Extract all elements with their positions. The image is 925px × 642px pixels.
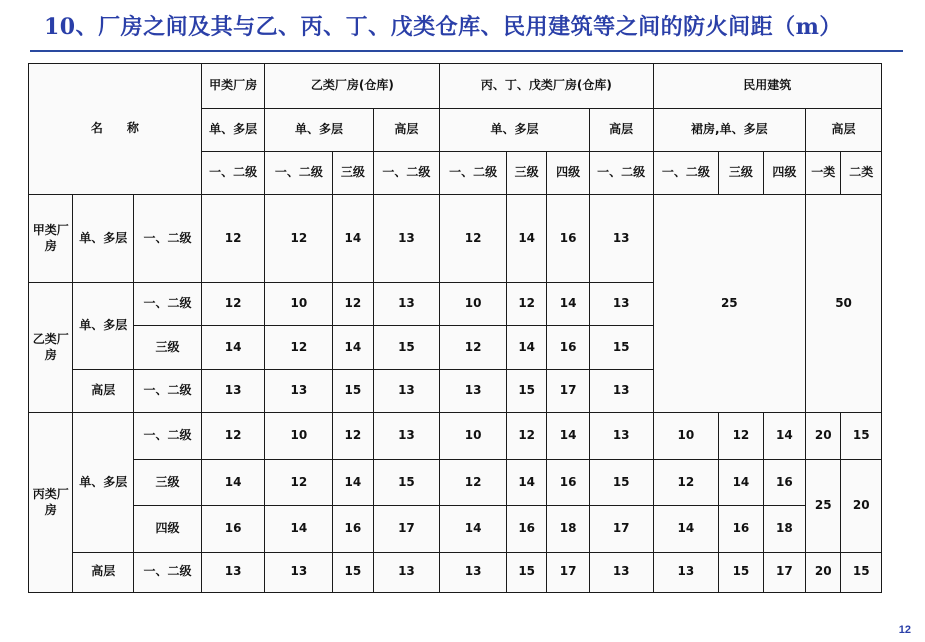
- row-bing-high-12: [29, 552, 882, 592]
- header-grade: 一、二级: [373, 151, 440, 194]
- header-grade: 一、二级: [265, 151, 333, 194]
- value-cell: 12: [201, 283, 265, 326]
- value-cell: 15: [333, 369, 373, 412]
- header-grade: 四级: [547, 151, 589, 194]
- value-cell: 12: [440, 195, 507, 283]
- row-label-bing-factory: 丙类厂房: [29, 413, 73, 593]
- value-cell: 13: [589, 195, 653, 283]
- value-cell: 15: [373, 459, 440, 505]
- value-cell: 12: [506, 413, 546, 459]
- value-cell: 14: [506, 326, 546, 369]
- row-label-high-rise: 高层: [73, 369, 134, 412]
- row-jia-single-12: [29, 195, 882, 283]
- page-number: 12: [898, 624, 911, 636]
- header-bing-single-multi: 单、多层: [440, 109, 590, 151]
- header-grade: 一、二级: [440, 151, 507, 194]
- value-cell: 14: [333, 326, 373, 369]
- value-cell: 13: [373, 552, 440, 592]
- value-cell: 15: [506, 369, 546, 412]
- value-cell: 14: [333, 195, 373, 283]
- value-cell: 13: [373, 413, 440, 459]
- header-grade: 一、二级: [201, 151, 265, 194]
- header-yi-factory-warehouse: 乙类厂房(仓库): [265, 64, 440, 109]
- value-cell: 12: [333, 283, 373, 326]
- value-cell: 13: [440, 369, 507, 412]
- header-grade: 三级: [719, 151, 763, 194]
- row-label-grade: 一、二级: [134, 283, 202, 326]
- header-civil-buildings: 民用建筑: [653, 64, 881, 109]
- value-cell: 12: [506, 283, 546, 326]
- row-label-grade: 一、二级: [134, 413, 202, 459]
- value-cell: 16: [333, 506, 373, 552]
- value-cell: 15: [589, 459, 653, 505]
- value-cell: 20: [806, 552, 841, 592]
- fire-spacing-table: [28, 63, 882, 593]
- value-cell: 14: [201, 459, 265, 505]
- header-bing-ding-wu: 丙、丁、戊类厂房(仓库): [440, 64, 653, 109]
- civil-high-merged-value: 50: [806, 195, 882, 413]
- value-cell: 13: [589, 369, 653, 412]
- value-cell: 12: [265, 326, 333, 369]
- header-yi-high-rise: 高层: [373, 109, 440, 151]
- value-cell: 16: [547, 459, 589, 505]
- header-civil-high-rise: 高层: [806, 109, 882, 151]
- row-label-grade: 一、二级: [134, 369, 202, 412]
- value-cell: 15: [373, 326, 440, 369]
- header-civil-podium: 裙房,单、多层: [653, 109, 806, 151]
- value-cell: 12: [265, 459, 333, 505]
- row-label-grade: 一、二级: [134, 195, 202, 283]
- row-label-yi-factory: 乙类厂房: [29, 283, 73, 413]
- row-label-single-multi: 单、多层: [73, 195, 134, 283]
- value-cell: 13: [201, 552, 265, 592]
- value-cell: 14: [547, 413, 589, 459]
- row-label-grade: 四级: [134, 506, 202, 552]
- value-cell: 14: [201, 326, 265, 369]
- row-bing-single-12: [29, 413, 882, 459]
- value-cell: 10: [440, 413, 507, 459]
- row-label-high-rise: 高层: [73, 552, 134, 592]
- value-cell: 16: [547, 326, 589, 369]
- value-cell: 10: [440, 283, 507, 326]
- value-cell: 16: [506, 506, 546, 552]
- value-cell: 13: [265, 369, 333, 412]
- value-cell: 10: [265, 283, 333, 326]
- value-cell: 12: [719, 413, 763, 459]
- value-cell: 13: [653, 552, 719, 592]
- value-cell: 12: [201, 413, 265, 459]
- value-cell: 15: [841, 413, 882, 459]
- value-cell: 17: [373, 506, 440, 552]
- header-grade: 四级: [763, 151, 805, 194]
- fire-spacing-table-frame: [28, 63, 882, 593]
- row-label-grade: 三级: [134, 459, 202, 505]
- value-cell: 13: [373, 283, 440, 326]
- value-cell: 17: [763, 552, 805, 592]
- row-label-single-multi: 单、多层: [73, 283, 134, 370]
- header-name-cell: 名 称: [29, 64, 202, 195]
- header-grade: 三级: [506, 151, 546, 194]
- value-cell: 13: [373, 195, 440, 283]
- value-cell: 14: [719, 459, 763, 505]
- value-cell: 18: [547, 506, 589, 552]
- value-cell: 13: [589, 283, 653, 326]
- value-cell: 10: [265, 413, 333, 459]
- header-bing-high-rise: 高层: [589, 109, 653, 151]
- value-cell: 13: [589, 413, 653, 459]
- value-cell: 14: [653, 506, 719, 552]
- row-label-grade: 一、二级: [134, 552, 202, 592]
- header-jia-factory: 甲类厂房: [201, 64, 265, 109]
- header-row-1: [29, 64, 882, 109]
- value-cell: 18: [763, 506, 805, 552]
- header-yi-single-multi: 单、多层: [265, 109, 373, 151]
- value-cell: 16: [201, 506, 265, 552]
- row-label-grade: 三级: [134, 326, 202, 369]
- value-cell: 14: [265, 506, 333, 552]
- value-cell: 13: [589, 552, 653, 592]
- value-cell: 12: [440, 326, 507, 369]
- value-cell: 13: [440, 552, 507, 592]
- header-class: 二类: [841, 151, 882, 194]
- value-cell: 12: [653, 459, 719, 505]
- value-cell: 17: [547, 369, 589, 412]
- value-cell: 14: [547, 283, 589, 326]
- value-cell: 13: [373, 369, 440, 412]
- row-label-jia-factory: 甲类厂房: [29, 195, 73, 283]
- value-cell: 10: [653, 413, 719, 459]
- bing-3-4-class2-merged: 20: [841, 459, 882, 552]
- row-bing-single-4: [29, 506, 882, 552]
- header-grade: 一、二级: [653, 151, 719, 194]
- value-cell: 13: [265, 552, 333, 592]
- value-cell: 12: [333, 413, 373, 459]
- value-cell: 12: [440, 459, 507, 505]
- value-cell: 13: [201, 369, 265, 412]
- value-cell: 14: [440, 506, 507, 552]
- value-cell: 12: [201, 195, 265, 283]
- value-cell: 17: [589, 506, 653, 552]
- value-cell: 16: [719, 506, 763, 552]
- value-cell: 20: [806, 413, 841, 459]
- value-cell: 15: [841, 552, 882, 592]
- header-grade: 一、二级: [589, 151, 653, 194]
- row-bing-single-3: [29, 459, 882, 505]
- civil-low-merged-value: 25: [653, 195, 806, 413]
- row-label-single-multi: 单、多层: [73, 413, 134, 552]
- value-cell: 15: [589, 326, 653, 369]
- value-cell: 12: [265, 195, 333, 283]
- header-class: 一类: [806, 151, 841, 194]
- value-cell: 15: [333, 552, 373, 592]
- value-cell: 15: [506, 552, 546, 592]
- header-jia-single-multi: 单、多层: [201, 109, 265, 151]
- value-cell: 14: [506, 195, 546, 283]
- title-divider: [30, 50, 903, 52]
- value-cell: 15: [719, 552, 763, 592]
- value-cell: 14: [506, 459, 546, 505]
- bing-3-4-class1-merged: 25: [806, 459, 841, 552]
- value-cell: 14: [333, 459, 373, 505]
- slide-title: 10、厂房之间及其与乙、丙、丁、戊类仓库、民用建筑等之间的防火间距（m）: [44, 14, 842, 40]
- value-cell: 16: [547, 195, 589, 283]
- header-grade: 三级: [333, 151, 373, 194]
- value-cell: 17: [547, 552, 589, 592]
- value-cell: 14: [763, 413, 805, 459]
- value-cell: 16: [763, 459, 805, 505]
